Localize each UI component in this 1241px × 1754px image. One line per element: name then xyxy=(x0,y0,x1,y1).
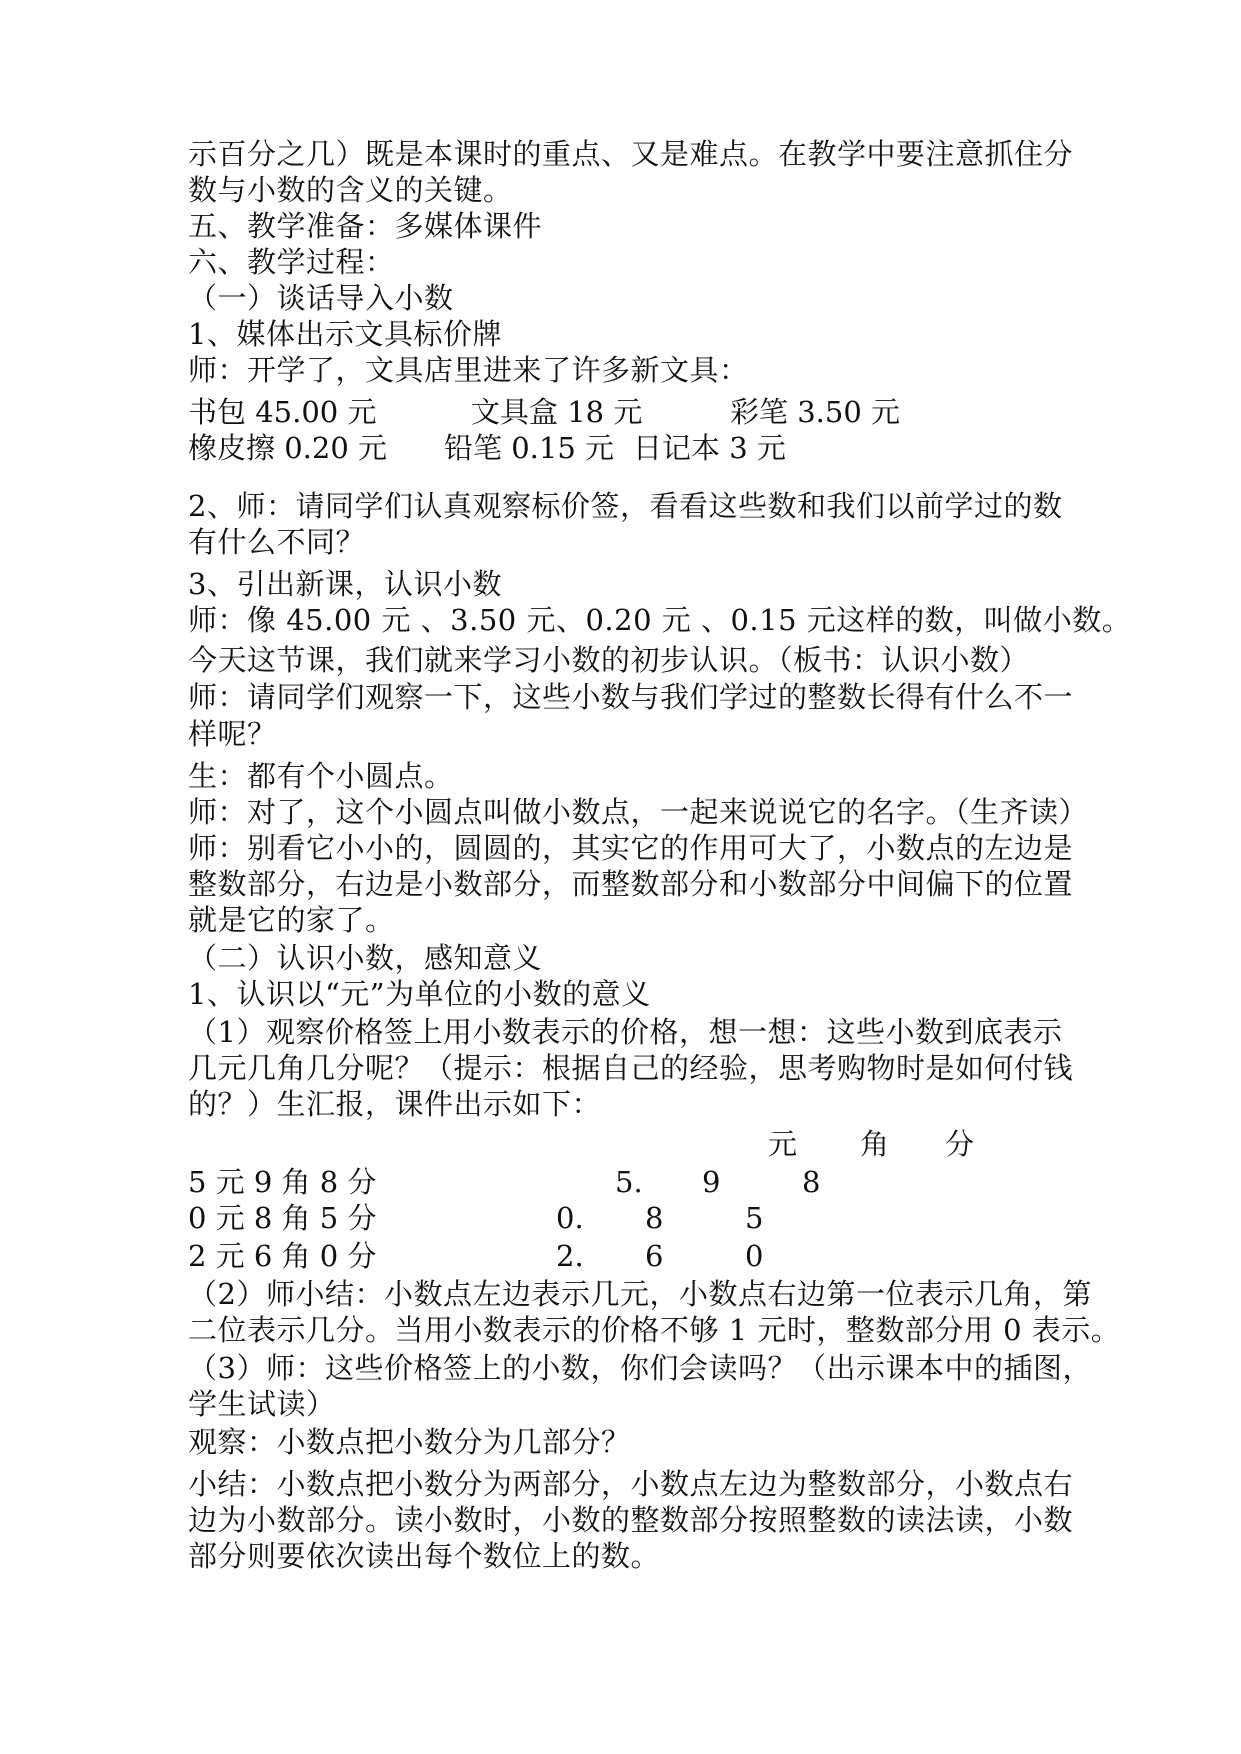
text-line: 小结：小数点把小数分为两部分，小数点左边为整数部分，小数点右 xyxy=(188,1467,1074,1501)
table-cell: 5 xyxy=(745,1201,764,1235)
table-header-yuan: 元 xyxy=(768,1127,798,1161)
text-line: 观察：小数点把小数分为几部分？ xyxy=(188,1425,631,1459)
section-heading: 五、教学准备：多媒体课件 xyxy=(188,209,543,243)
text-line: 数与小数的含义的关键。 xyxy=(188,173,513,207)
table-header-fen: 分 xyxy=(945,1127,975,1161)
text-line: （2）师小结：小数点左边表示几元，小数点右边第一位表示几角，第 xyxy=(188,1277,1092,1311)
text-line: 二位表示几分。当用小数表示的价格不够 1 元时，整数部分用 0 表示。 xyxy=(188,1313,1121,1347)
price-item: 铅笔 0.15 元 xyxy=(444,431,615,465)
text-line: 3、引出新课，认识小数 xyxy=(188,567,502,601)
table-cell: 6 xyxy=(645,1239,664,1273)
text-line: 师：别看它小小的，圆圆的，其实它的作用可大了，小数点的左边是 xyxy=(188,831,1074,865)
table-cell: 2. xyxy=(556,1239,584,1273)
table-cell: 8 xyxy=(645,1201,664,1235)
price-item: 日记本 3 元 xyxy=(633,431,786,465)
section-heading: 六、教学过程： xyxy=(188,245,395,279)
text-line: 有什么不同？ xyxy=(188,525,366,559)
price-item: 彩笔 3.50 元 xyxy=(730,395,901,429)
price-item: 文具盒 18 元 xyxy=(471,395,643,429)
table-row-label: 2 元 6 角 0 分 xyxy=(188,1239,377,1273)
text-line: 几元几角几分呢？（提示：根据自己的经验，思考购物时是如何付钱 xyxy=(188,1051,1074,1085)
text-line: 1、媒体出示文具标价牌 xyxy=(188,317,502,351)
text-line: 师：像 45.00 元 、3.50 元、0.20 元 、0.15 元这样的数，叫做小数。 xyxy=(188,603,1132,637)
text-line: 学生试读） xyxy=(188,1387,336,1421)
text-line: 的？）生汇报，课件出示如下： xyxy=(188,1087,602,1121)
table-cell: 5. xyxy=(615,1165,643,1199)
text-line: 示百分之几）既是本课时的重点、又是难点。在教学中要注意抓住分 xyxy=(188,137,1074,171)
text-line: 就是它的家了。 xyxy=(188,903,395,937)
text-line: 今天这节课，我们就来学习小数的初步认识。（板书：认识小数） xyxy=(188,643,1030,677)
text-line: 1、认识以“元”为单位的小数的意义 xyxy=(188,977,651,1011)
subsection-heading: （一）谈话导入小数 xyxy=(188,281,454,315)
price-item: 书包 45.00 元 xyxy=(188,395,377,429)
table-cell: 0. xyxy=(556,1201,584,1235)
table-row-label: 5 元 9 角 8 分 xyxy=(188,1165,377,1199)
table-header-jiao: 角 xyxy=(860,1127,890,1161)
table-cell: 9 xyxy=(702,1165,721,1199)
price-item: 橡皮擦 0.20 元 xyxy=(188,431,388,465)
text-line: （3）师：这些价格签上的小数，你们会读吗？（出示课本中的插图， xyxy=(188,1351,1092,1385)
table-cell: 0 xyxy=(745,1239,764,1273)
text-line: 生：都有个小圆点。 xyxy=(188,759,454,793)
text-line: 师：对了，这个小圆点叫做小数点，一起来说说它的名字。（生齐读） xyxy=(188,795,1089,829)
text-line: 师：开学了，文具店里进来了许多新文具： xyxy=(188,353,749,387)
text-line: 2、师：请同学们认真观察标价签，看看这些数和我们以前学过的数 xyxy=(188,489,1063,523)
table-row-label: 0 元 8 角 5 分 xyxy=(188,1201,377,1235)
text-line: 师：请同学们观察一下，这些小数与我们学过的整数长得有什么不一 xyxy=(188,680,1074,714)
text-line: （1）观察价格签上用小数表示的价格，想一想：这些小数到底表示 xyxy=(188,1015,1063,1049)
text-line: 边为小数部分。读小数时，小数的整数部分按照整数的读法读，小数 xyxy=(188,1503,1074,1537)
table-cell: 8 xyxy=(802,1165,821,1199)
text-line: 部分则要依次读出每个数位上的数。 xyxy=(188,1539,661,1573)
text-line: 样呢？ xyxy=(188,717,277,751)
subsection-heading: （二）认识小数，感知意义 xyxy=(188,941,543,975)
text-line: 整数部分，右边是小数部分，而整数部分和小数部分中间偏下的位置 xyxy=(188,867,1074,901)
